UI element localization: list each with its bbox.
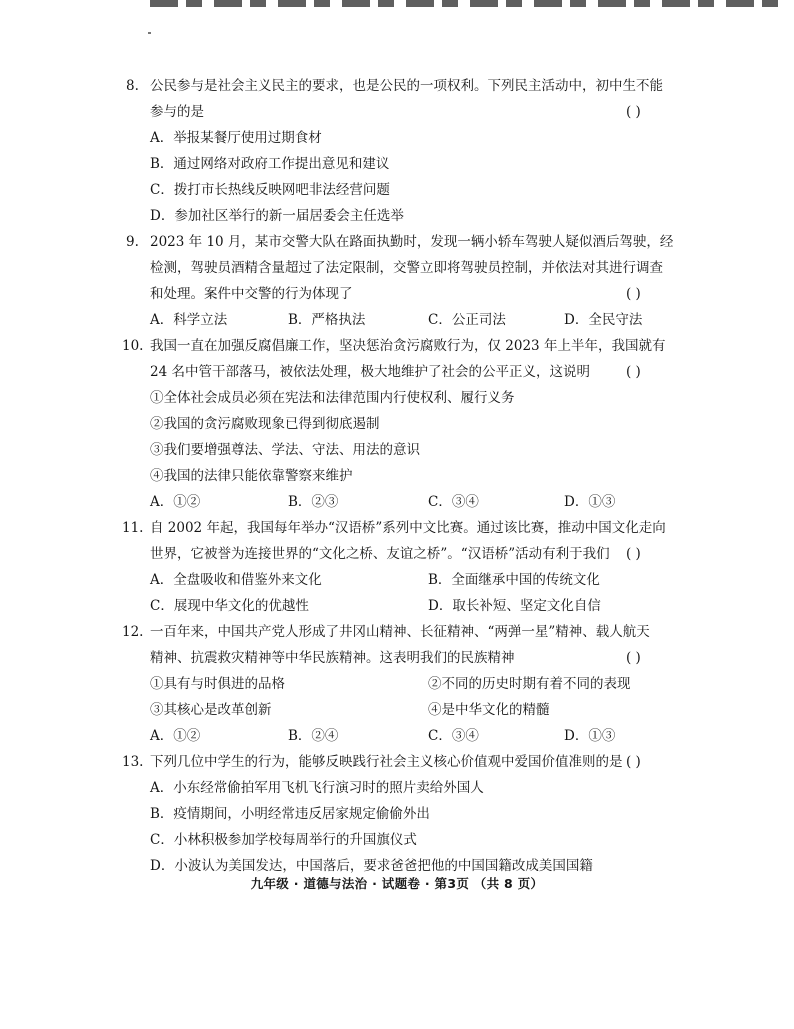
option: C．小林积极参加学校每周举行的升国旗仪式: [150, 832, 417, 848]
answer-parenthesis: ( ): [626, 754, 641, 770]
question-stem: 公民参与是社会主义民主的要求，也是公民的一项权利。下列民主活动中，初中生不能: [150, 78, 663, 94]
option: B．严格执法: [288, 312, 366, 328]
option: A．①②: [150, 494, 201, 510]
option: B．全面继承中国的传统文化: [428, 572, 600, 588]
option: A．①②: [150, 728, 201, 744]
question-stem: 自 2002 年起，我国每年举办“汉语桥”系列中文比赛。通过该比赛，推动中国文化走向: [150, 520, 666, 536]
page-footer: 九年级 · 道德与法治 · 试题卷 · 第3页 （共 8 页）: [250, 876, 544, 891]
option: A．全盘吸收和借鉴外来文化: [150, 572, 322, 588]
option: A．科学立法: [150, 312, 228, 328]
option: D．取长补短、坚定文化自信: [428, 598, 601, 614]
question-stem: 精神、抗震救灾精神等中华民族精神。这表明我们的民族精神: [150, 650, 515, 666]
question-stem: 我国一直在加强反腐倡廉工作，坚决惩治贪污腐败行为，仅 2023 年上半年，我国就有: [150, 338, 666, 354]
answer-parenthesis: ( ): [626, 546, 641, 562]
statement: ③我们要增强尊法、学法、守法、用法的意识: [150, 442, 420, 458]
question-number: 13.: [122, 754, 144, 770]
question-stem: 检测，驾驶员酒精含量超过了法定限制，交警立即将驾驶员控制，并依法对其进行调查: [150, 260, 663, 276]
statement: ④是中华文化的精髓: [428, 702, 550, 718]
answer-parenthesis: ( ): [626, 104, 641, 120]
option: C．拨打市长热线反映网吧非法经营问题: [150, 182, 390, 198]
answer-parenthesis: ( ): [626, 364, 641, 380]
question-stem: 2023 年 10 月，某市交警大队在路面执勤时，发现一辆小轿车驾驶人疑似酒后驾驶，经: [150, 234, 674, 250]
question-number: 9.: [126, 234, 139, 250]
question-stem: 24 名中管干部落马，被依法处理，极大地维护了社会的公平正义，这说明: [150, 364, 590, 380]
option: B．②④: [288, 728, 339, 744]
statement: ①具有与时俱进的品格: [150, 676, 285, 692]
option: B．②③: [288, 494, 339, 510]
question-stem: 世界，它被誉为连接世界的“文化之桥、友谊之桥”。“汉语桥”活动有利于我们: [150, 546, 610, 562]
option: C．展现中华文化的优越性: [150, 598, 309, 614]
question-stem: 参与的是: [150, 104, 204, 120]
statement: ④我国的法律只能依靠警察来维护: [150, 468, 353, 484]
answer-parenthesis: ( ): [626, 650, 641, 666]
question-stem: 一百年来，中国共产党人形成了井冈山精神、长征精神、“两弹一星”精神、载人航天: [150, 624, 650, 640]
option: A．小东经常偷拍军用飞机飞行演习时的照片卖给外国人: [150, 780, 484, 796]
statement: ②不同的历史时期有着不同的表现: [428, 676, 631, 692]
question-number: 12.: [122, 624, 144, 640]
option: C．③④: [428, 728, 479, 744]
statement: ②我国的贪污腐败现象已得到彻底遏制: [150, 416, 380, 432]
answer-parenthesis: ( ): [626, 286, 641, 302]
statement: ①全体社会成员必须在宪法和法律范围内行使权利、履行义务: [150, 390, 515, 406]
statement: ③其核心是改革创新: [150, 702, 272, 718]
option: D．①③: [564, 494, 616, 510]
question-number: 10.: [122, 338, 144, 354]
option: D．全民守法: [564, 312, 643, 328]
option: C．公正司法: [428, 312, 506, 328]
option: B．疫情期间，小明经常违反居家规定偷偷外出: [150, 806, 430, 822]
option: C．③④: [428, 494, 479, 510]
option: D．小波认为美国发达，中国落后，要求爸爸把他的中国国籍改成美国国籍: [150, 858, 593, 874]
question-stem: 下列几位中学生的行为，能够反映践行社会主义核心价值观中爱国价值准则的是: [150, 754, 623, 770]
option: A．举报某餐厅使用过期食材: [150, 130, 322, 146]
option: D．①③: [564, 728, 616, 744]
question-stem: 和处理。案件中交警的行为体现了: [150, 286, 353, 302]
question-number: 8.: [126, 78, 139, 94]
option: B．通过网络对政府工作提出意见和建议: [150, 156, 390, 172]
question-number: 11.: [122, 520, 144, 536]
option: D．参加社区举行的新一届居委会主任选举: [150, 208, 404, 224]
